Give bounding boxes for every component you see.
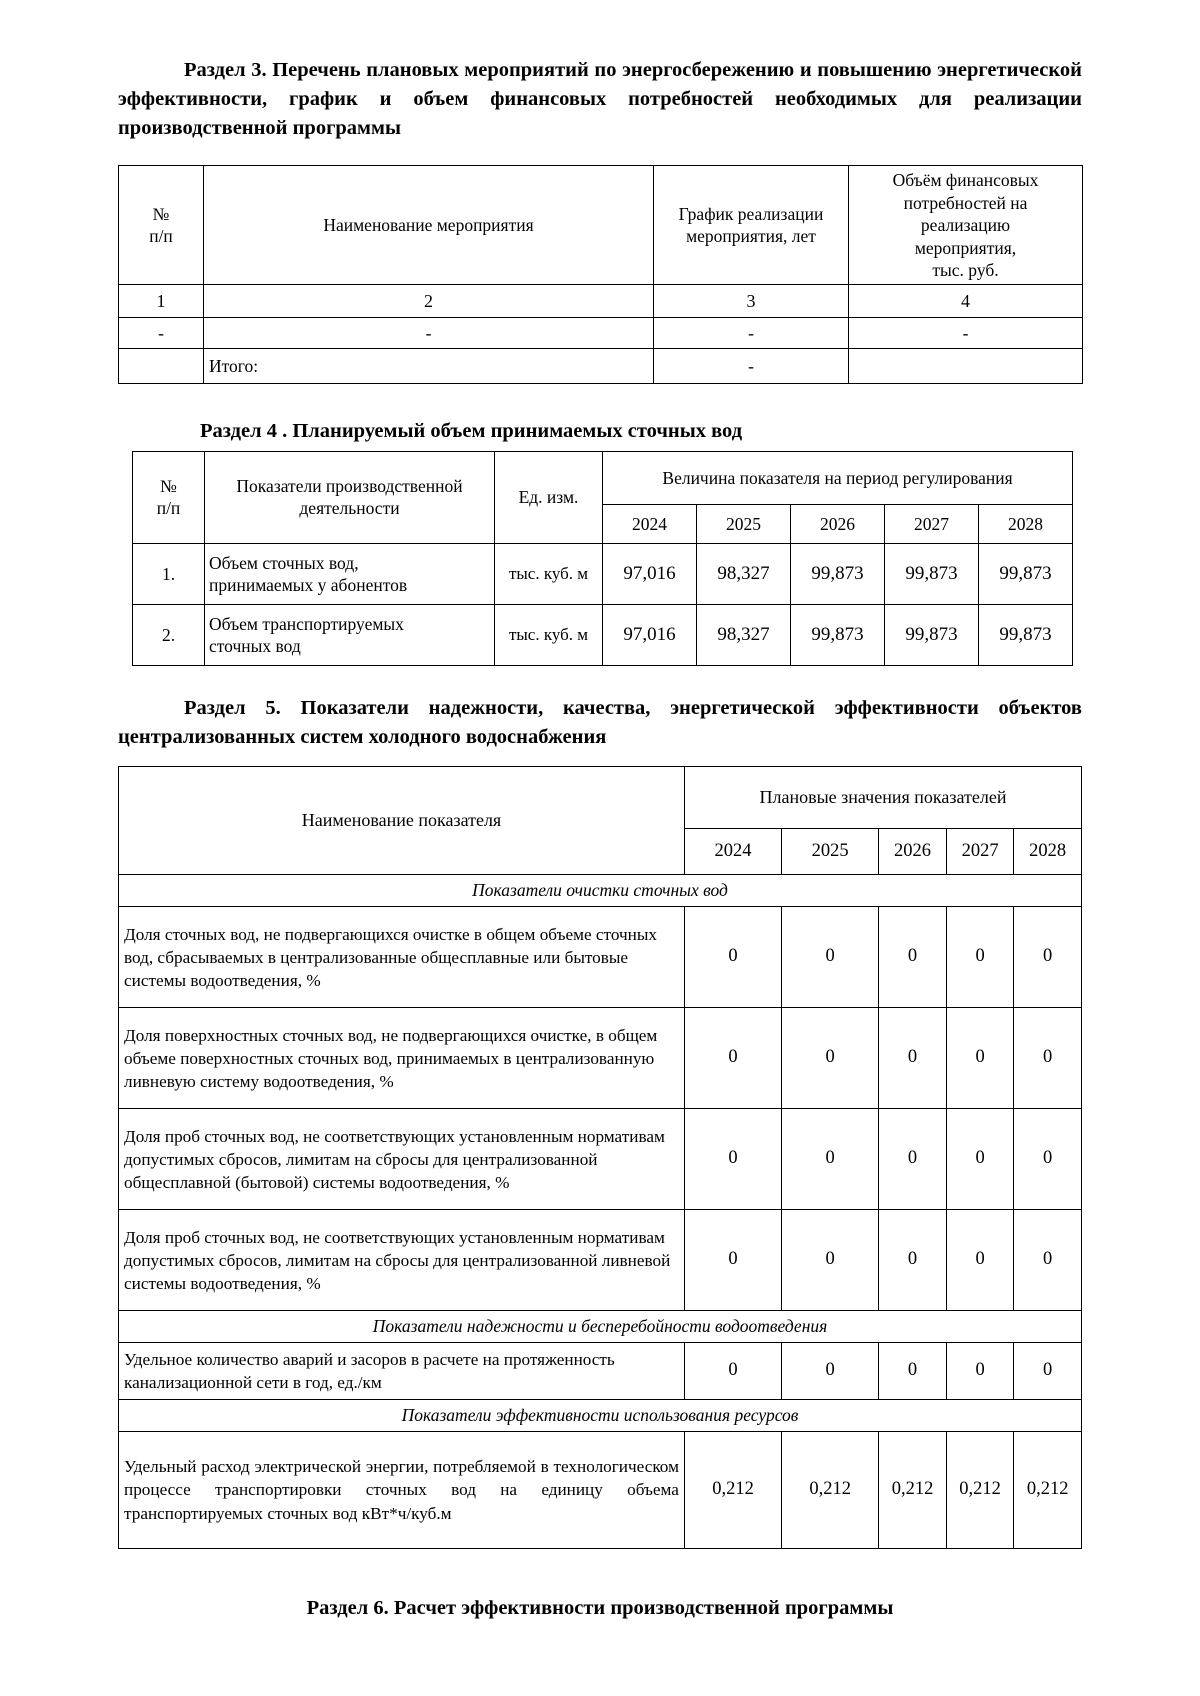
header-cell-schedule [654,166,849,285]
table-row [119,318,1083,349]
header-year-2027: 2027 [885,504,979,543]
table-row [133,543,1073,604]
cell-value-2027: 0 [946,1210,1014,1311]
cell-value-2024: 97,016 [603,604,697,665]
cell-value-2024: 0 [684,1008,781,1109]
header-cell-no [119,166,204,285]
cell-value-2026: 0 [879,1109,947,1210]
cell-value-2025: 98,327 [697,604,791,665]
cell-unit: тыс. куб. м [495,604,603,665]
cell-value-2026: 0 [879,1343,947,1400]
header-indicator-line2: деятельности [299,498,400,519]
section-3-table-wrapper [118,165,1082,384]
column-number-2: 2 [204,285,654,318]
cell-value-2025: 98,327 [697,543,791,604]
section-5-table-wrapper [118,766,1082,1549]
cell-value-2025: 0,212 [782,1432,879,1549]
table-group-header-row [119,875,1082,907]
cell-no: - [119,318,204,349]
header-year-2024: 2024 [684,829,781,875]
header-cell-unit: Ед. изм. [495,451,603,543]
section-5-heading: Раздел 5. Показатели надежности, качества, энергетической эффективности объектов централизованных систем холодного водоснабжения [118,696,1082,749]
cell-value-2028: 0 [1014,1109,1082,1210]
cell-value-2024: 0,212 [684,1432,781,1549]
section-4-table [132,451,1073,666]
header-no-line2: п/п [156,498,181,519]
cell-value-2026: 0 [879,1210,947,1311]
indicator-line2: сточных вод [209,635,301,656]
cell-value-2028: 0 [1014,1210,1082,1311]
table-row [119,1008,1082,1109]
cell-value-2028: 0,212 [1014,1432,1082,1549]
group-title-resources: Показатели эффективности использования ресурсов [119,1400,1082,1432]
header-year-2025: 2025 [782,829,879,875]
cell-indicator-name [205,543,495,604]
table-total-row [119,349,1083,384]
cell-value-2027: 99,873 [885,543,979,604]
header-year-2025: 2025 [697,504,791,543]
cell-value-2028: 99,873 [979,604,1073,665]
table-header-row-top [133,451,1073,504]
header-schedule-line2: мероприятия, лет [686,226,816,247]
table-row [119,907,1082,1008]
header-year-2026: 2026 [879,829,947,875]
cell-value-2026: 0,212 [879,1432,947,1549]
header-no-line2: п/п [149,226,173,247]
header-year-2024: 2024 [603,504,697,543]
cell-schedule: - [654,318,849,349]
cell-value-2027: 0 [946,1008,1014,1109]
header-cell-period-span: Величина показателя на период регулирования [603,451,1073,504]
table-row [119,1109,1082,1210]
header-year-2028: 2028 [979,504,1073,543]
column-number-3: 3 [654,285,849,318]
table-column-number-row [119,285,1083,318]
header-indicator-line1: Показатели производственной [236,476,463,497]
section-5-table [118,766,1082,1549]
cell-indicator-label: Доля сточных вод, не подвергающихся очистке в общем объеме сточных вод, сбрасываемых в централизованные общесплавные или бытовые системы водоотведения, % [119,907,685,1008]
header-cell-measure-name: Наименование мероприятия [204,166,654,285]
header-cell-indicator-name: Наименование показателя [119,767,685,875]
cell-unit: тыс. куб. м [495,543,603,604]
cell-no: 2. [133,604,205,665]
section-4-heading: Раздел 4 . Планируемый объем принимаемых сточных вод [200,420,743,443]
cell-indicator-label: Доля поверхностных сточных вод, не подвергающихся очистке, в общем объеме поверхностных сточных вод, принимаемых в централизованную ливневую систему водоотведения, % [119,1008,685,1109]
table-row [133,604,1073,665]
indicator-line2: принимаемых у абонентов [209,574,408,595]
header-cell-indicator [205,451,495,543]
total-cell-label: Итого: [204,349,654,384]
header-financing-line3: реализацию [920,215,1011,236]
section-3-heading: Раздел 3. Перечень плановых мероприятий по энергосбережению и повышению энергетической эффективности, график и объем финансовых потребностей необходимых для реализации производственной программы [118,59,1082,140]
cell-no: 1. [133,543,205,604]
table-group-header-row [119,1311,1082,1343]
header-financing-line4: мероприятия, [914,237,1017,258]
header-schedule-line1: График реализации [678,203,824,224]
header-year-2026: 2026 [791,504,885,543]
header-cell-no [133,451,205,543]
cell-value-2027: 0 [946,1109,1014,1210]
cell-indicator-name [205,604,495,665]
cell-value-2028: 0 [1014,1343,1082,1400]
cell-value-2026: 0 [879,1008,947,1109]
section-3-table [118,165,1083,384]
cell-indicator-label: Доля проб сточных вод, не соответствующих установленным нормативам допустимых сбросов, лимитам на сбросы для централизованной ливневой системы водоотведения, % [119,1210,685,1311]
indicator-line1: Объем транспортируемых [209,613,404,634]
group-title-reliability: Показатели надежности и бесперебойности водоотведения [119,1311,1082,1343]
cell-value-2026: 99,873 [791,604,885,665]
cell-measure-name: - [204,318,654,349]
cell-value-2028: 99,873 [979,543,1073,604]
header-cell-plan-span: Плановые значения показателей [684,767,1081,829]
cell-value-2028: 0 [1014,907,1082,1008]
cell-value-2027: 0 [946,1343,1014,1400]
header-no-line1: № [152,203,170,224]
header-financing-line2: потребностей на [903,192,1028,213]
indicator-line1: Объем сточных вод, [209,552,359,573]
cell-financing: - [849,318,1083,349]
table-row [119,1210,1082,1311]
cell-value-2026: 0 [879,907,947,1008]
header-no-line1: № [160,476,177,497]
cell-indicator-label: Доля проб сточных вод, не соответствующих установленным нормативам допустимых сбросов, лимитам на сбросы для централизованной общесплавной (бытовой) системы водоотведения, % [119,1109,685,1210]
header-financing-line5: тыс. руб. [932,259,999,280]
cell-value-2027: 0 [946,907,1014,1008]
cell-value-2025: 0 [782,907,879,1008]
cell-value-2025: 0 [782,1008,879,1109]
table-row [119,1432,1082,1549]
header-year-2027: 2027 [946,829,1014,875]
section-4-table-wrapper [118,451,1082,666]
cell-value-2027: 99,873 [885,604,979,665]
header-year-2028: 2028 [1014,829,1082,875]
cell-value-2025: 0 [782,1109,879,1210]
cell-indicator-label: Удельный расход электрической энергии, потребляемой в технологическом процессе транспортировки сточных вод на единицу объема транспортируемых сточных вод кВт*ч/куб.м [119,1432,685,1549]
cell-value-2025: 0 [782,1343,879,1400]
header-cell-financing [849,166,1083,285]
cell-value-2024: 97,016 [603,543,697,604]
table-header-row-top [119,767,1082,829]
cell-value-2024: 0 [684,907,781,1008]
cell-value-2025: 0 [782,1210,879,1311]
group-title-treatment: Показатели очистки сточных вод [119,875,1082,907]
cell-value-2024: 0 [684,1343,781,1400]
section-6-heading: Раздел 6. Расчет эффективности производственной программы [306,1597,894,1620]
header-financing-line1: Объём финансовых [892,170,1039,191]
table-group-header-row [119,1400,1082,1432]
column-number-4: 4 [849,285,1083,318]
total-cell-no [119,349,204,384]
cell-value-2026: 99,873 [791,543,885,604]
cell-value-2024: 0 [684,1210,781,1311]
cell-value-2024: 0 [684,1109,781,1210]
total-cell-financing [849,349,1083,384]
table-row [119,1343,1082,1400]
column-number-1: 1 [119,285,204,318]
cell-indicator-label: Удельное количество аварий и засоров в расчете на протяженность канализационной сети в год, ед./км [119,1343,685,1400]
total-cell-schedule: - [654,349,849,384]
table-header-row [119,166,1083,285]
cell-value-2027: 0,212 [946,1432,1014,1549]
cell-value-2028: 0 [1014,1008,1082,1109]
